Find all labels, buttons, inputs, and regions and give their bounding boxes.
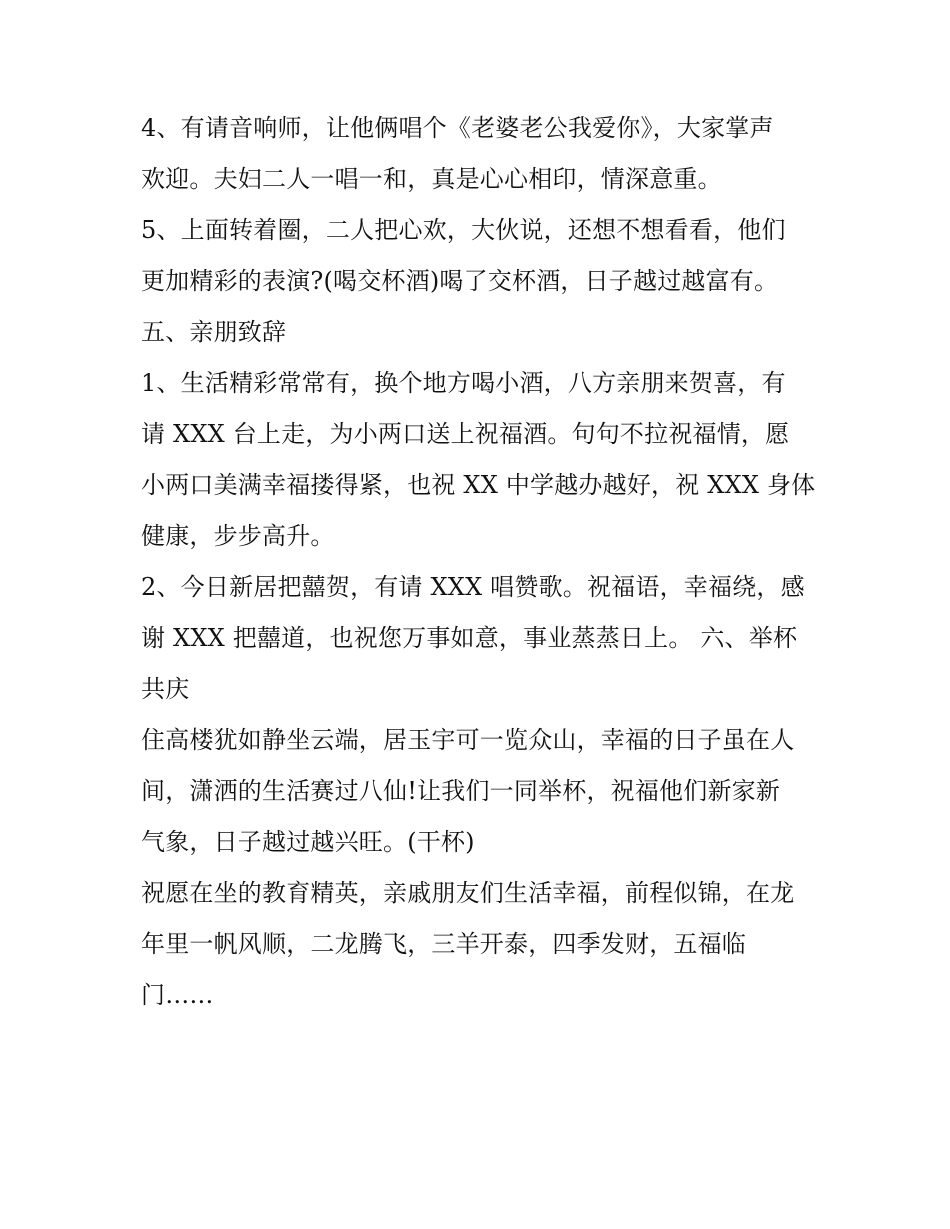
text-line: 欢迎。夫妇二人一唱一和，真是心心相印，情深意重。 — [141, 165, 722, 193]
section-heading: 五、亲朋致辞 — [141, 318, 287, 346]
text-line: 谢 XXX 把囍道，也祝您万事如意，事业蒸蒸日上。 六、举杯 — [141, 624, 798, 652]
text-line: 气象，日子越过越兴旺。(干杯) — [141, 828, 475, 856]
text-line: 2、今日新居把囍贺，有请 XXX 唱赞歌。祝福语，幸福绕，感 — [141, 573, 805, 601]
text-line: 请 XXX 台上走，为小两口送上祝福酒。句句不拉祝福情，愿 — [141, 420, 790, 448]
text-line: 年里一帆风顺，二龙腾飞，三羊开泰，四季发财，五福临 — [141, 930, 746, 958]
text-line: 祝愿在坐的教育精英，亲戚朋友们生活幸福，前程似锦，在龙 — [141, 879, 795, 907]
text-line: 共庆 — [141, 675, 190, 703]
text-line: 小两口美满幸福搂得紧，也祝 XX 中学越办越好，祝 XXX 身体 — [141, 471, 816, 499]
text-line: 健康，步步高升。 — [141, 522, 335, 550]
text-line: 住高楼犹如静坐云端，居玉宇可一览众山，幸福的日子虽在人 — [141, 726, 795, 754]
text-line: 更加精彩的表演?(喝交杯酒)喝了交杯酒，日子越过越富有。 — [141, 267, 779, 295]
text-line: 间，潇洒的生活赛过八仙!让我们一同举杯，祝福他们新家新 — [141, 777, 781, 805]
text-line: 门…… — [141, 981, 214, 1009]
text-line: 4、有请音响师，让他俩唱个《老婆老公我爱你》，大家掌声 — [141, 114, 774, 142]
text-line: 5、上面转着圈，二人把心欢，大伙说，还想不想看看，他们 — [141, 216, 786, 244]
text-line: 1、生活精彩常常有，换个地方喝小酒，八方亲朋来贺喜，有 — [141, 369, 786, 397]
